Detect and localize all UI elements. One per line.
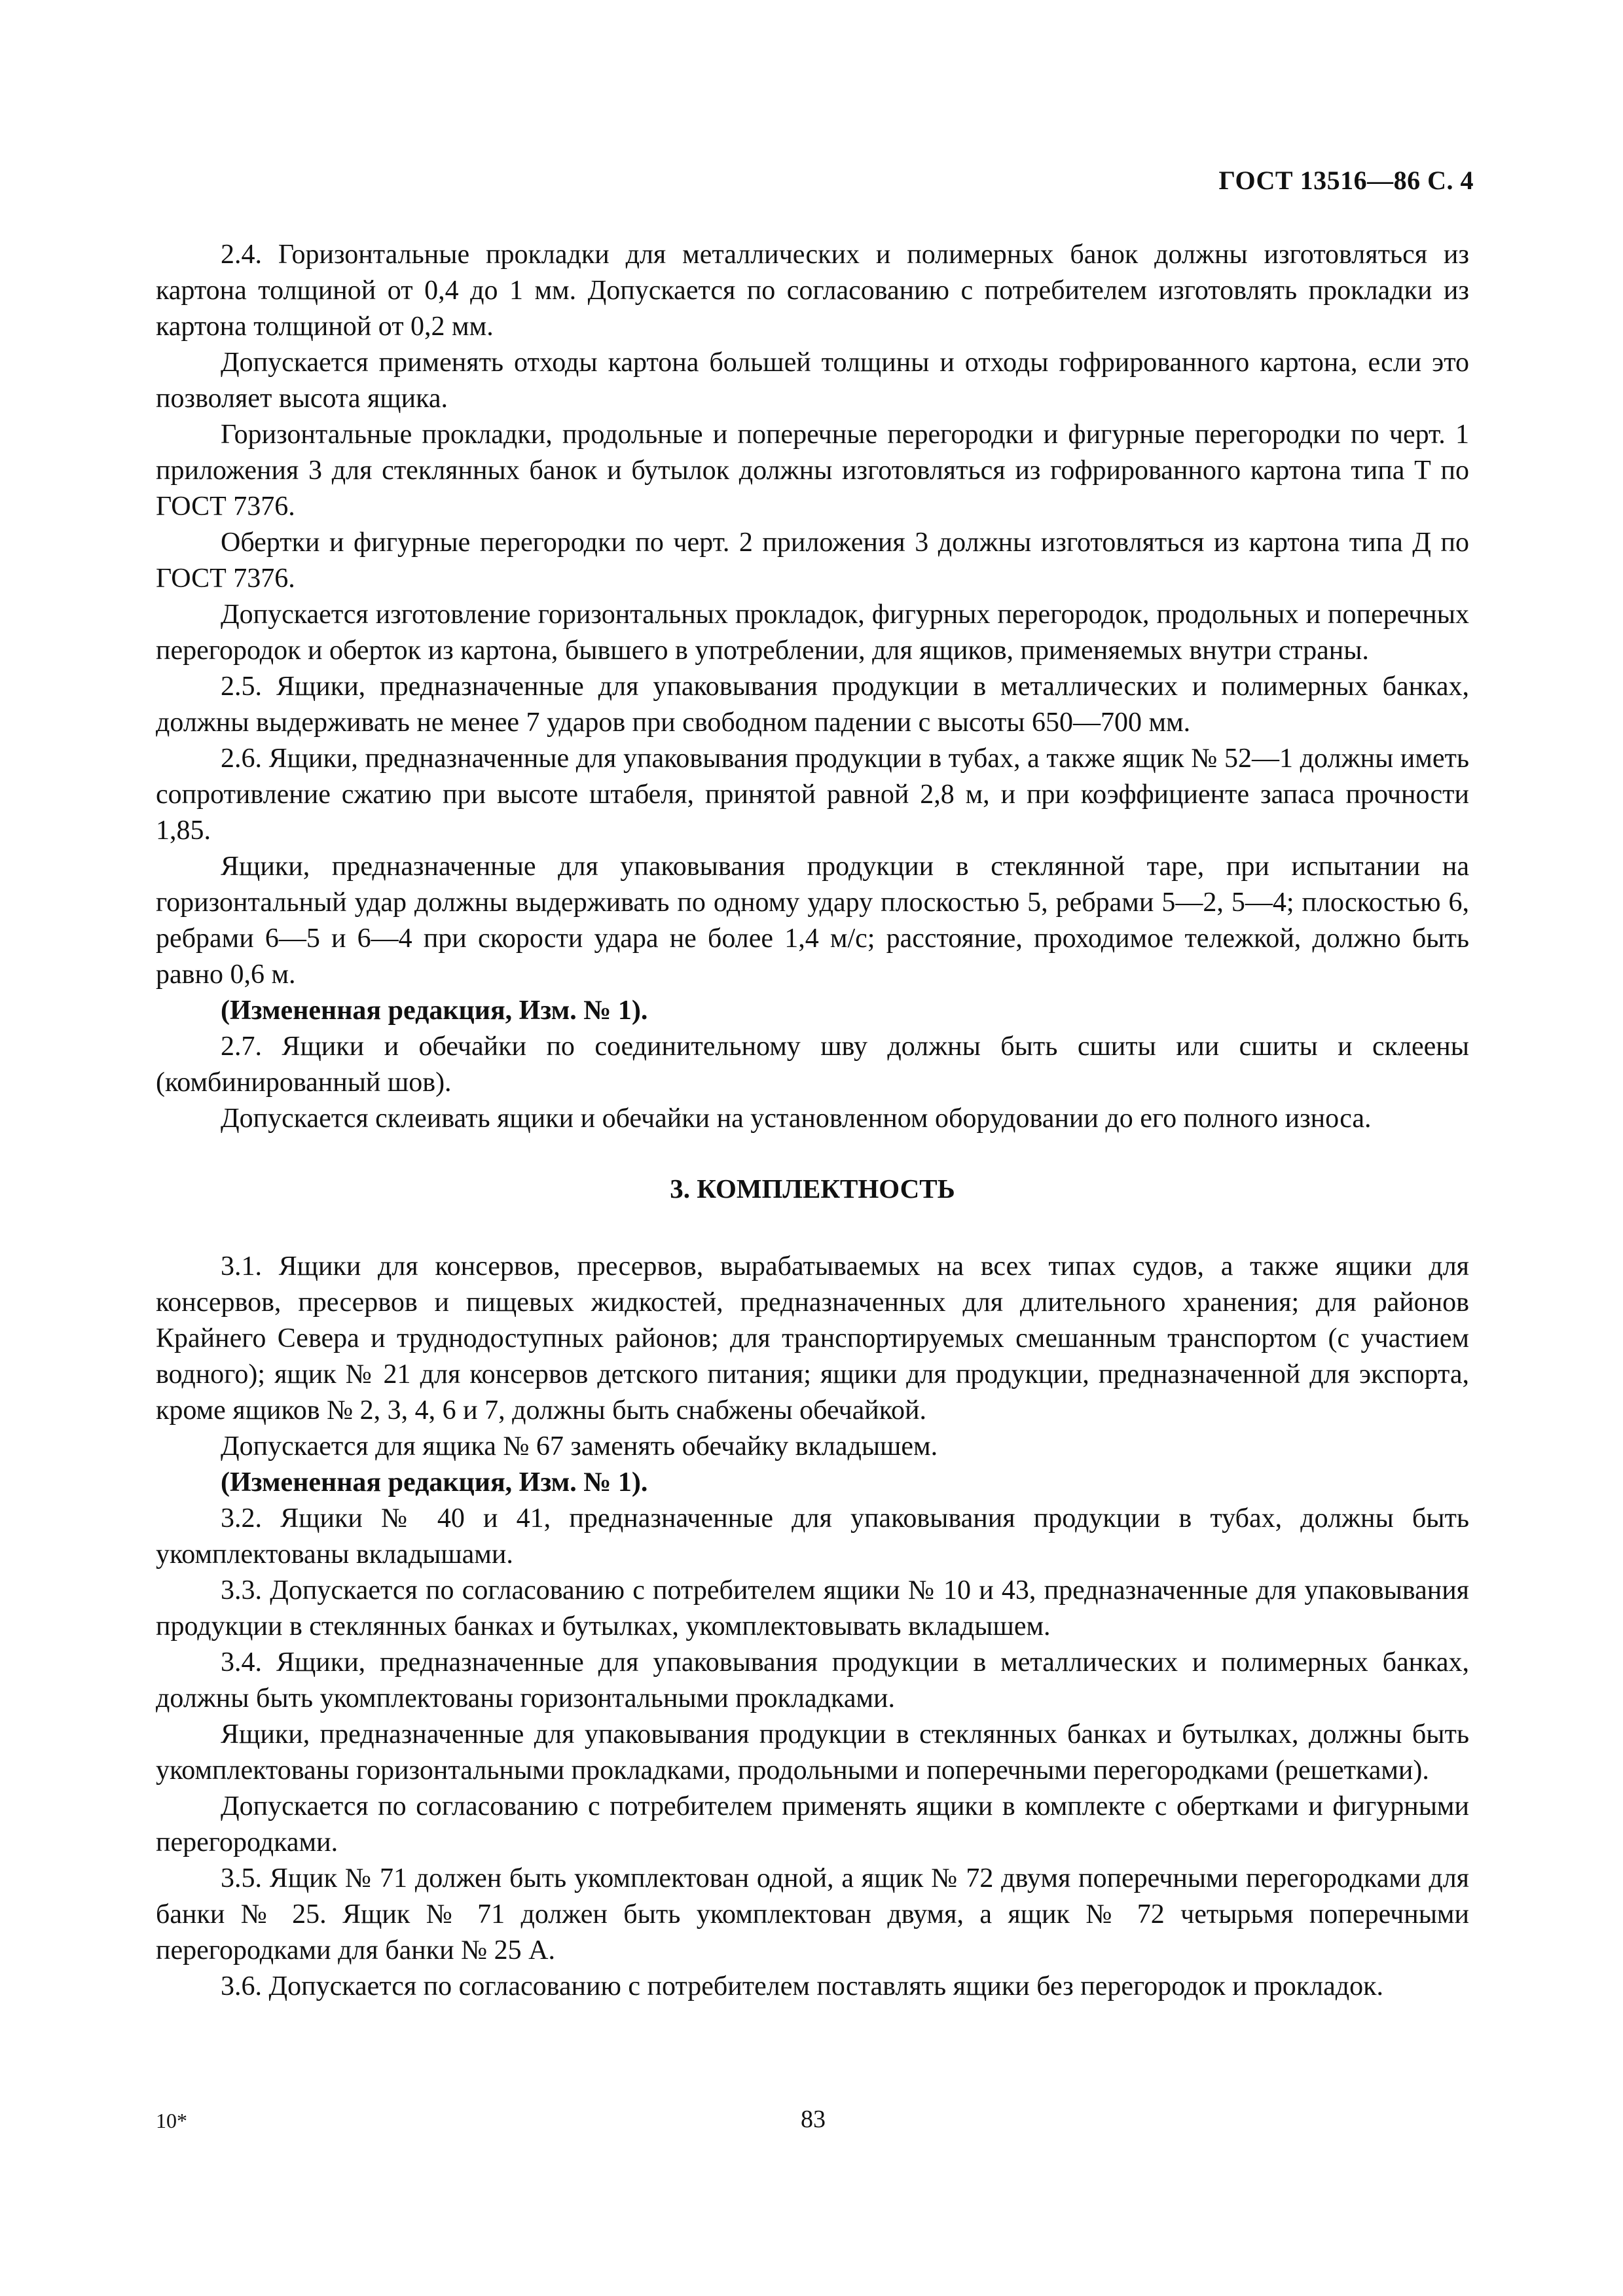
signature-mark: 10* (156, 2109, 187, 2132)
paragraph: Допускается для ящика № 67 заменять обечайку вкладышем. (221, 1431, 938, 1462)
paragraph-2-4: 2.4. Горизонтальные прокладки для металлических и полимерных банок должны изготовляться из картона толщиной от 0,4 до 1 мм. Допускается по согласованию с потребителем изготовлять прокладки из картона толщиной от 0,2 мм. (156, 240, 1469, 342)
paragraph: Ящики, предназначенные для упаковывания продукции в стеклянной таре, при испытании на горизонтальный удар должны выдерживать по одному удару плоскостью 5, ребрами 5—2, 5—4; плоскостью 6, ребрами 6—5 и 6—4 при скорости удара не более 1,4 м/с; расстояние, проходимое тележкой, должно быть равно 0,6 м. (156, 852, 1469, 990)
paragraph: Горизонтальные прокладки, продольные и поперечные перегородки и фигурные перегородки по черт. 1 приложения 3 для стеклянных банок и бутылок должны изготовляться из гофрированного картона типа Т по ГОСТ 7376. (156, 420, 1469, 522)
paragraph-3-4: 3.4. Ящики, предназначенные для упаковывания продукции в металлических и полимерных банках, должны быть укомплектованы горизонтальными прокладками. (156, 1647, 1469, 1713)
paragraph-3-2: 3.2. Ящики № 40 и 41, предназначенные для упаковывания продукции в тубах, должны быть укомплектованы вкладышами. (156, 1503, 1469, 1570)
paragraph-2-5: 2.5. Ящики, предназначенные для упаковывания продукции в металлических и полимерных банках, должны выдерживать не менее 7 ударов при свободном падении с высоты 650—700 мм. (156, 672, 1469, 738)
document-body (156, 237, 1469, 2005)
paragraph: Допускается склеивать ящики и обечайки на установленном оборудовании до его полного износа. (221, 1103, 1372, 1134)
amendment-note: (Измененная редакция, Изм. № 1). (221, 1467, 648, 1498)
paragraph: Допускается изготовление горизонтальных прокладок, фигурных перегородок, продольных и поперечных перегородок и оберток из картона, бывшего в употреблении, для ящиков, применяемых внутри страны. (156, 600, 1469, 666)
paragraph: Ящики, предназначенные для упаковывания продукции в стеклянных банках и бутылках, должны быть укомплектованы горизонтальными прокладками, продольными и поперечными перегородками (решетками). (156, 1719, 1469, 1785)
paragraph-3-1: 3.1. Ящики для консервов, пресервов, вырабатываемых на всех типах судов, а также ящики для консервов, пресервов и пищевых жидкостей, предназначенных для длительного хранения; для районов Крайнего Севера и труднодоступных районов; для транспортируемых смешанным транспортом (с участием водного); ящик № 21 для консервов детского питания; ящики для продукции, предназначенной для экспорта, кроме ящиков № 2, 3, 4, 6 и 7, должны быть снабжены обечайкой. (156, 1251, 1469, 1426)
paragraph: Допускается по согласованию с потребителем применять ящики в комплекте с обертками и фигурными перегородками. (156, 1791, 1469, 1857)
page-number: 83 (801, 2106, 826, 2133)
paragraph: Допускается применять отходы картона большей толщины и отходы гофрированного картона, если это позволяет высота ящика. (156, 348, 1469, 414)
paragraph-3-5: 3.5. Ящик № 71 должен быть укомплектован одной, а ящик № 72 двумя поперечными перегородками для банки № 25. Ящик № 71 должен быть укомплектован двумя, а ящик № 72 четырьмя поперечными перегородками для банки № 25 А. (156, 1863, 1469, 1965)
paragraph-3-6: 3.6. Допускается по согласованию с потребителем поставлять ящики без перегородок и прокладок. (221, 1971, 1383, 2001)
paragraph: Обертки и фигурные перегородки по черт. 2 приложения 3 должны изготовляться из картона типа Д по ГОСТ 7376. (156, 528, 1469, 594)
paragraph-3-3: 3.3. Допускается по согласованию с потребителем ящики № 10 и 43, предназначенные для упаковывания продукции в стеклянных банках и бутылках, укомплектовывать вкладышем. (156, 1575, 1469, 1641)
section-heading: 3. КОМПЛЕКТНОСТЬ (670, 1174, 955, 1204)
amendment-note: (Измененная редакция, Изм. № 1). (221, 996, 648, 1026)
paragraph-2-6: 2.6. Ящики, предназначенные для упаковывания продукции в тубах, а также ящик № 52—1 должны иметь сопротивление сжатию при высоте штабеля, принятой равной 2,8 м, и при коэффициенте запаса прочности 1,85. (156, 744, 1469, 846)
running-header: ГОСТ 13516—86 С. 4 (1218, 166, 1474, 195)
paragraph-2-7: 2.7. Ящики и обечайки по соединительному шву должны быть сшиты или сшиты и склеены (комбинированный шов). (156, 1031, 1469, 1098)
